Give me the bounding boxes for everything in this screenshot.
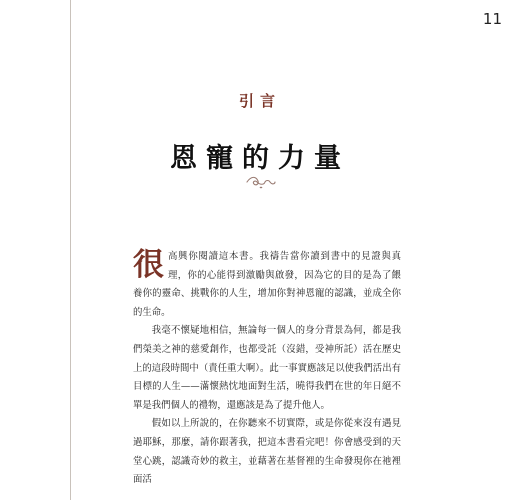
paragraph-1-text: 高興你閱讀這本書。我禱告當你讀到書中的見證與真理，你的心能得到激勵與啟發，因為它的目的是為了餵養你的靈命、挑戰你的人生，增加你對神恩寵的認識，並成全你的生命。: [133, 251, 401, 318]
drop-cap: 很: [133, 247, 164, 283]
paragraph-1: [133, 248, 401, 322]
flourish-ornament-icon: [245, 175, 277, 189]
page-number: 11: [482, 10, 502, 28]
chapter-title: 恩寵的力量: [170, 143, 350, 174]
paragraph-3: 假如以上所說的，在你聽來不切實際，或是你從來沒有遇見過耶穌，那麼，請你跟著我，把這本書看完吧！你會感受到的天堂心跳，認識奇妙的救主，並藉著在基督裡的生命發現你在祂裡面活: [133, 418, 401, 486]
margin-rule: [70, 0, 71, 500]
paragraph-2: 我毫不懷疑地相信，無論每一個人的身分背景為何，都是我們榮美之神的慈愛創作，也都受託（沒錯，受神所託）活在歷史上的這段時間中（責任重大啊）。此一事實應該足以使我們活出有目標的人生——滿懷熱忱地面對生活，曉得我們在世的年日絕不單是我們個人的禮物，還應該是為了提升他人。: [133, 325, 401, 411]
section-label: 引言: [238, 92, 281, 110]
body-text: [133, 248, 401, 490]
